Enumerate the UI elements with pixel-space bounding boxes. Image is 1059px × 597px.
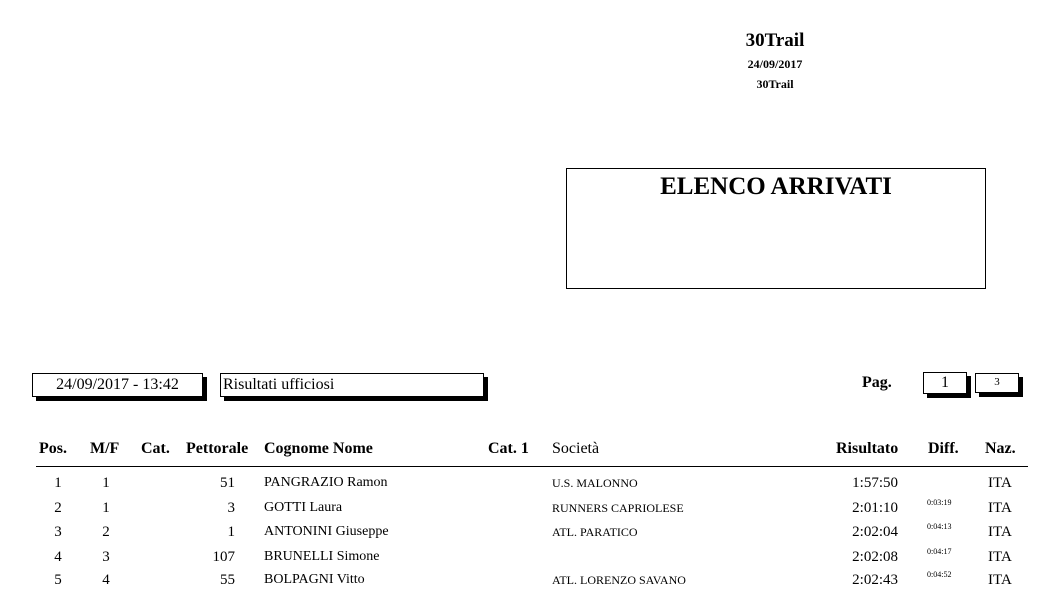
row-pettorale: 1 bbox=[227, 524, 235, 540]
col-cat1: Cat. 1 bbox=[488, 440, 529, 457]
row-diff: 0:03:19 bbox=[927, 498, 952, 507]
row-naz: ITA bbox=[988, 572, 1012, 588]
table-row bbox=[0, 572, 1059, 597]
event-title: 30Trail bbox=[745, 30, 805, 51]
row-mf: 2 bbox=[102, 524, 110, 540]
row-risultato: 2:02:43 bbox=[852, 572, 898, 588]
page-label: Pag. bbox=[862, 374, 892, 391]
table-row bbox=[0, 549, 1059, 574]
row-name: GOTTI Laura bbox=[264, 500, 343, 515]
col-cognome-nome: Cognome Nome bbox=[264, 440, 373, 457]
event-subtitle: 30Trail bbox=[756, 77, 794, 91]
col-naz: Naz. bbox=[985, 440, 1016, 457]
row-societa: RUNNERS CAPRIOLESE bbox=[552, 501, 684, 515]
row-naz: ITA bbox=[988, 500, 1012, 516]
row-societa: ATL. PARATICO bbox=[552, 525, 638, 539]
table-row bbox=[0, 475, 1059, 500]
row-societa: U.S. MALONNO bbox=[552, 476, 638, 490]
print-datetime: 24/09/2017 - 13:42 bbox=[32, 373, 203, 397]
row-pos: 4 bbox=[54, 549, 62, 565]
row-risultato: 2:02:04 bbox=[852, 524, 898, 540]
row-pos: 3 bbox=[54, 524, 62, 540]
row-diff: 0:04:13 bbox=[927, 522, 952, 531]
row-risultato: 2:01:10 bbox=[852, 500, 898, 516]
event-date: 24/09/2017 bbox=[747, 57, 803, 71]
row-pettorale: 107 bbox=[212, 549, 235, 565]
table-row bbox=[0, 500, 1059, 525]
page-current: 1 bbox=[923, 372, 967, 394]
col-societa: Società bbox=[552, 440, 600, 457]
row-name: BOLPAGNI Vitto bbox=[264, 572, 365, 587]
col-cat: Cat. bbox=[141, 440, 170, 457]
row-diff: 0:04:17 bbox=[927, 547, 952, 556]
page-total: 3 bbox=[975, 373, 1019, 393]
row-pettorale: 55 bbox=[220, 572, 235, 588]
col-pos: Pos. bbox=[39, 440, 67, 457]
row-mf: 1 bbox=[102, 475, 110, 491]
row-risultato: 2:02:08 bbox=[852, 549, 898, 565]
row-risultato: 1:57:50 bbox=[852, 475, 898, 491]
report-title: ELENCO ARRIVATI bbox=[660, 173, 892, 200]
table-row bbox=[0, 524, 1059, 549]
col-pettorale: Pettorale bbox=[186, 440, 249, 457]
row-naz: ITA bbox=[988, 475, 1012, 491]
col-risultato: Risultato bbox=[836, 440, 899, 457]
row-pos: 2 bbox=[54, 500, 62, 516]
row-naz: ITA bbox=[988, 524, 1012, 540]
col-diff: Diff. bbox=[928, 440, 959, 457]
row-mf: 4 bbox=[102, 572, 110, 588]
row-pos: 5 bbox=[54, 572, 62, 588]
row-pos: 1 bbox=[54, 475, 62, 491]
report-title-box bbox=[566, 168, 986, 289]
row-name: PANGRAZIO Ramon bbox=[264, 475, 388, 490]
row-pettorale: 3 bbox=[227, 500, 235, 516]
row-pettorale: 51 bbox=[220, 475, 235, 491]
row-mf: 3 bbox=[102, 549, 110, 565]
row-mf: 1 bbox=[102, 500, 110, 516]
col-mf: M/F bbox=[90, 440, 120, 457]
row-name: ANTONINI Giuseppe bbox=[264, 524, 389, 539]
results-status: Risultati ufficiosi bbox=[220, 373, 484, 397]
header-divider bbox=[36, 466, 1028, 467]
row-naz: ITA bbox=[988, 549, 1012, 565]
row-name: BRUNELLI Simone bbox=[264, 549, 380, 564]
row-diff: 0:04:52 bbox=[927, 570, 952, 579]
row-societa: ATL. LORENZO SAVANO bbox=[552, 573, 686, 587]
